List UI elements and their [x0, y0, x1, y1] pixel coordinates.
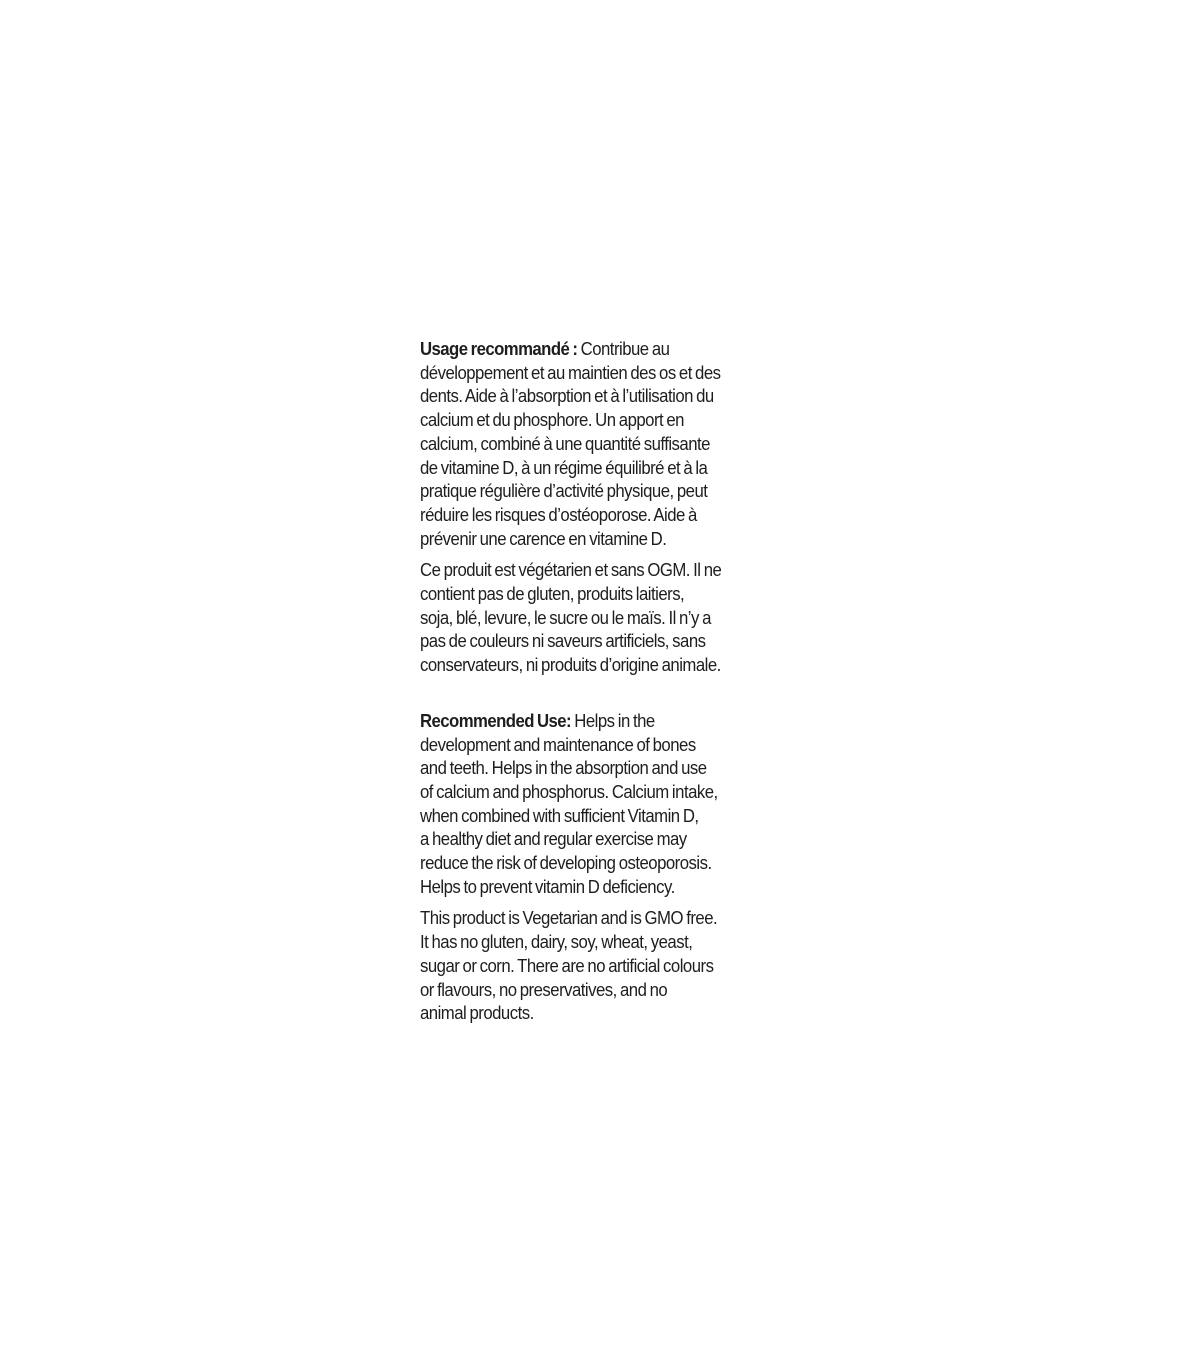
- french-usage-text-line: pratique régulière d’activité physique, peut: [420, 481, 708, 502]
- english-usage-text-line: a healthy diet and regular exercise may: [420, 829, 687, 850]
- french-usage-text-line: dents. Aide à l’absorption et à l’utilisation du: [420, 386, 714, 407]
- english-usage-heading: Recommended Use:: [420, 710, 572, 731]
- french-product-text-line: Ce produit est végétarien et sans OGM. Il ne: [420, 560, 722, 581]
- french-usage-text-line: développement et au maintien des os et des: [420, 362, 721, 383]
- english-usage-text-line: Helps in the: [571, 710, 655, 731]
- french-product-text-line: pas de couleurs ni saveurs artificiels, sans: [420, 631, 706, 652]
- english-product-text-line: It has no gluten, dairy, soy, wheat, yeast,: [420, 932, 693, 953]
- english-product-text-line: animal products.: [420, 1003, 534, 1024]
- english-usage-text-line: reduce the risk of developing osteoporosis.: [420, 853, 712, 874]
- english-product-paragraph: [420, 907, 780, 1026]
- french-usage-text-line: calcium et du phosphore. Un apport en: [420, 410, 684, 431]
- french-usage-text-line: calcium, combiné à une quantité suffisante: [420, 433, 710, 454]
- product-label-panel: [420, 338, 780, 1026]
- french-usage-text-line: Contribue au: [577, 339, 670, 359]
- french-product-text-line: contient pas de gluten, produits laitiers,: [420, 584, 685, 605]
- french-usage-text-line: réduire les risques d’ostéoporose. Aide à: [420, 504, 697, 525]
- english-usage-text-line: of calcium and phosphorus. Calcium intake,: [420, 781, 718, 802]
- french-usage-section: [420, 338, 780, 678]
- english-product-text-line: or flavours, no preservatives, and no: [420, 979, 668, 1000]
- french-product-text-line: soja, blé, levure, le sucre ou le maïs. Il n’y a: [420, 607, 711, 628]
- english-product-text-line: sugar or corn. There are no artificial colours: [420, 955, 714, 976]
- french-usage-text-line: prévenir une carence en vitamine D.: [420, 528, 667, 549]
- french-usage-paragraph: [420, 338, 780, 551]
- french-product-text-line: conservateurs, ni produits d’origine animale.: [420, 655, 721, 676]
- french-usage-text-line: de vitamine D, à un régime équilibré et à la: [420, 457, 708, 478]
- french-product-paragraph: [420, 559, 780, 678]
- english-usage-text-line: and teeth. Helps in the absorption and use: [420, 758, 707, 779]
- english-usage-section: [420, 710, 780, 1026]
- french-usage-heading: Usage recommandé :: [420, 339, 578, 359]
- english-usage-text-line: development and maintenance of bones: [420, 734, 696, 755]
- english-usage-paragraph: [420, 710, 780, 900]
- english-usage-text-line: when combined with sufficient Vitamin D,: [420, 805, 699, 826]
- english-product-text-line: This product is Vegetarian and is GMO free.: [420, 908, 718, 929]
- english-usage-text-line: Helps to prevent vitamin D deficiency.: [420, 876, 675, 897]
